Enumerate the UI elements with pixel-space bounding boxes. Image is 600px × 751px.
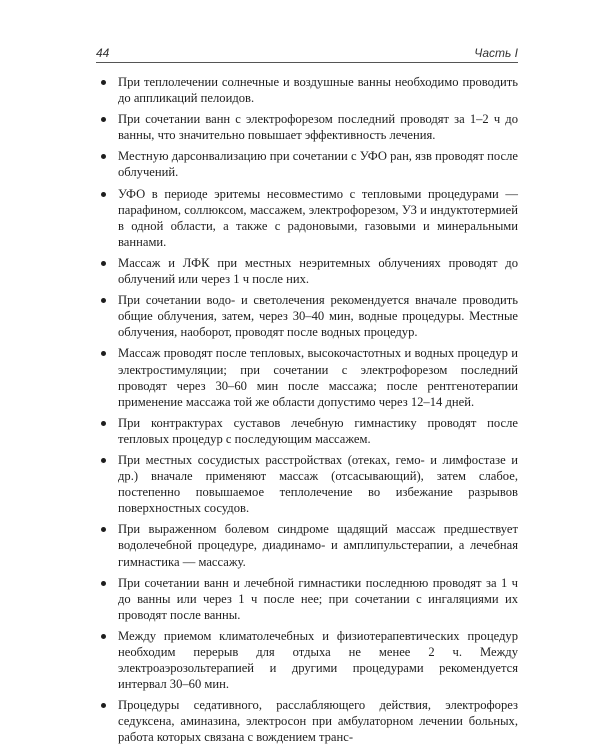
header-rule xyxy=(96,62,518,63)
page-number: 44 xyxy=(96,46,110,60)
list-item xyxy=(96,575,518,623)
list-item-text: Между приемом климатолечебных и физиотерапевтических процедур необходим перерыв для отдыха не менее 2 ч. Между электроаэрозольтерапией и другими процедурами рекомендуется интервал 30–60 мин. xyxy=(118,628,518,692)
list-item xyxy=(96,452,518,516)
bullet-icon xyxy=(101,458,106,463)
list-item xyxy=(96,415,518,447)
list-item xyxy=(96,292,518,340)
recommendation-list xyxy=(96,74,518,751)
list-item-text: При контрактурах суставов лечебную гимнастику проводят после тепловых процедур с последующим массажем. xyxy=(118,415,518,446)
bullet-icon xyxy=(101,421,106,426)
bullet-icon xyxy=(101,261,106,266)
list-item-text: При сочетании водо- и светолечения рекомендуется вначале проводить общие облучения, затем, через 30–40 мин, водные процедуры. Местные облучения, наоборот, проводят после водных процедур. xyxy=(118,293,518,340)
list-item xyxy=(96,148,518,180)
list-item xyxy=(96,74,518,106)
list-item xyxy=(96,697,518,745)
list-item-text: Массаж и ЛФК при местных неэритемных облучениях проводят до облучений или через 1 ч после них. xyxy=(118,255,518,287)
bullet-icon xyxy=(101,192,106,197)
list-item-text: Местную дарсонвализацию при сочетании с УФО ран, язв проводят после облучений. xyxy=(118,149,518,180)
list-item xyxy=(96,628,518,692)
list-item xyxy=(96,111,518,143)
list-item xyxy=(96,186,518,250)
bullet-icon xyxy=(101,298,106,303)
bullet-icon xyxy=(101,703,106,708)
bullet-icon xyxy=(101,117,106,122)
list-item xyxy=(96,255,518,287)
list-item-text: При сочетании ванн с электрофорезом последний проводят за 1–2 ч до ванны, что значительно повышает эффективность лечения. xyxy=(118,112,518,143)
bullet-icon xyxy=(101,351,106,356)
list-item-text: При теплолечении солнечные и воздушные ванны необходимо проводить до аппликаций пелоидов. xyxy=(118,75,518,106)
bullet-icon xyxy=(101,581,106,586)
list-item xyxy=(96,345,518,409)
list-item-text: При выраженном болевом синдроме щадящий массаж предшествует водолечебной процедуре, диадинамо- и амплипульстерапии, а лечебная гимнастика — массажу. xyxy=(118,522,518,569)
list-item-text: При сочетании ванн и лечебной гимнастики последнюю проводят за 1 ч до ванны или через 1 ч после нее; при сочетании с ингаляциями их проводят после ванны. xyxy=(118,575,518,622)
bullet-icon xyxy=(101,634,106,639)
list-item-text: УФО в периоде эритемы несовместимо с тепловыми процедурами — парафином, соллюксом, массажем, электрофорезом, УЗ и индуктотермией в одной области, а также с радоновыми, газовыми и минеральными ваннами. xyxy=(118,186,518,249)
bullet-icon xyxy=(101,527,106,532)
bullet-icon xyxy=(101,80,106,85)
list-item-text: Процедуры седативного, расслабляющего действия, электрофорез седуксена, аминазина, электросон при амбулаторном лечении больных, работа которых связана с вождением транс- xyxy=(118,698,518,745)
part-label: Часть I xyxy=(474,46,518,60)
list-item xyxy=(96,521,518,569)
list-item-text: Массаж проводят после тепловых, высокочастотных и водных процедур и электростимуляции; при сочетании с электрофорезом последний проводят через 30–60 мин после массажа; после рентгенотерапии применение массажа той же области допустимо через 12–14 дней. xyxy=(118,346,518,409)
bullet-icon xyxy=(101,154,106,159)
list-item-text: При местных сосудистых расстройствах (отеках, гемо- и лимфостазе и др.) вначале применяют массаж (отсасывающий), затем слабое, постепенно повышаемое теплолечение во избежание разрывов поверхностных сосудов. xyxy=(118,452,518,516)
